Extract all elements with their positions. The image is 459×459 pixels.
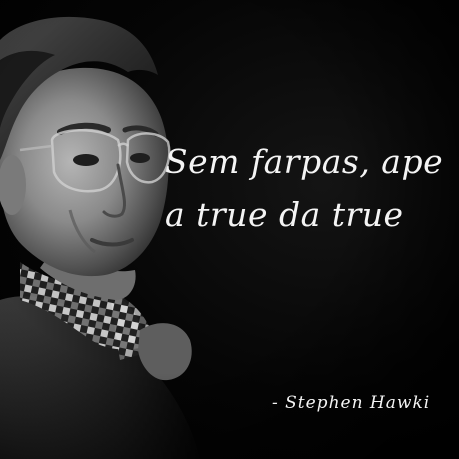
quote-line-1: Sem farpas, ape bbox=[165, 142, 444, 181]
quote-attribution: - Stephen Hawki bbox=[272, 393, 431, 413]
quote-line-2: a true da true bbox=[165, 195, 404, 234]
